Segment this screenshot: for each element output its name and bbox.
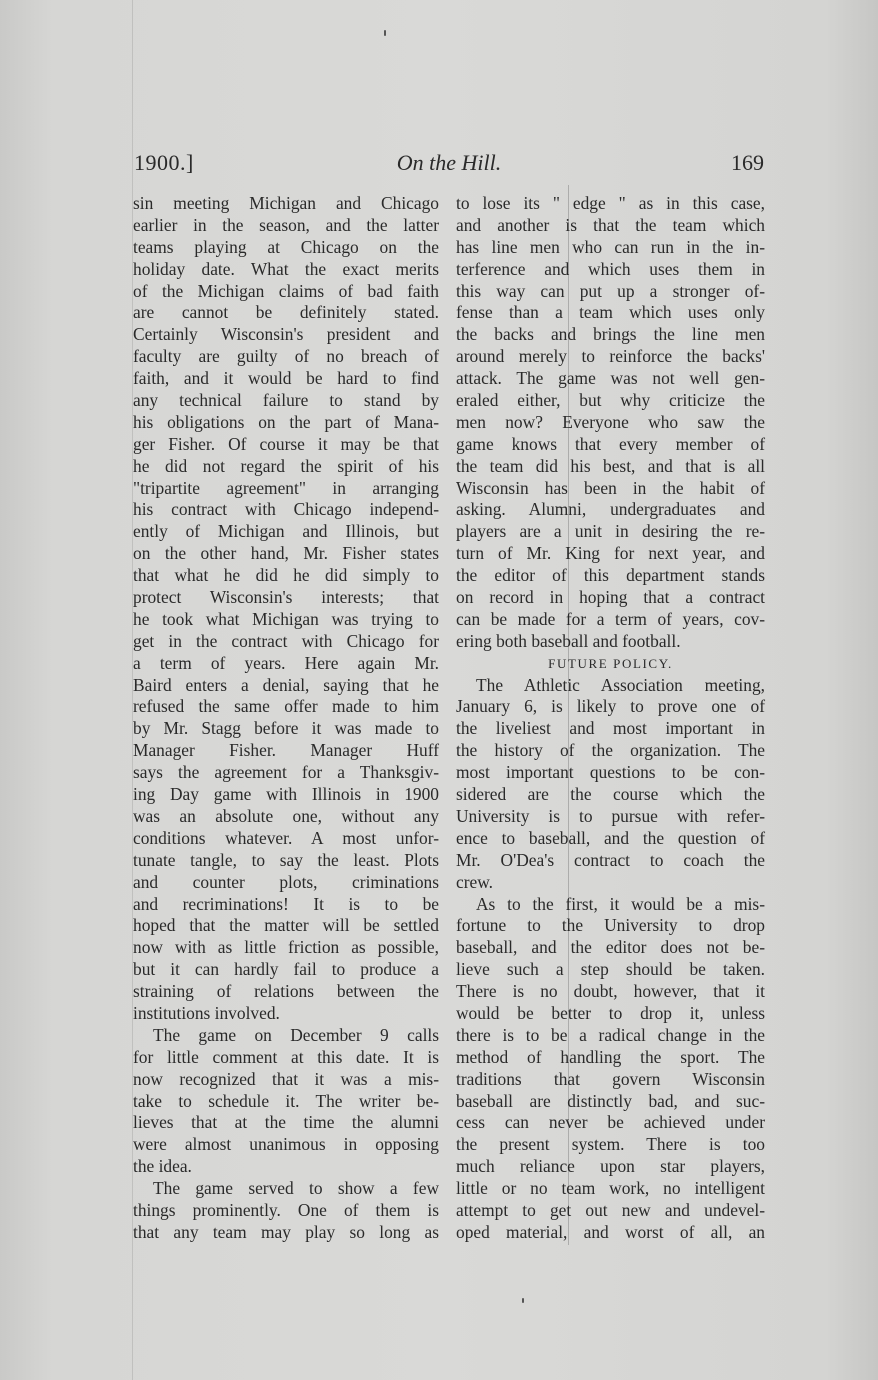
text-line: lieve such a step should be taken. — [456, 959, 765, 980]
text-line: fortune to the University to drop — [456, 915, 765, 936]
text-line: baseball, and the editor does not be- — [456, 937, 765, 958]
text-line: faculty are guilty of no breach of — [133, 346, 439, 367]
text-line: The Athletic Association meeting, — [476, 674, 765, 695]
text-line: little or no team work, no intelligent — [456, 1178, 765, 1199]
page-number: 169 — [731, 150, 764, 175]
text-line: players are a unit in desiring the re- — [456, 521, 765, 542]
text-line: As to the first, it would be a mis- — [476, 893, 765, 914]
text-line: the history of the organization. The — [456, 740, 765, 761]
text-line: the liveliest and most important in — [456, 718, 765, 739]
text-line: take to schedule it. The writer be- — [133, 1090, 439, 1111]
text-line: Wisconsin has been in the habit of — [456, 477, 765, 498]
text-line: Certainly Wisconsin's president and — [133, 324, 439, 345]
text-line: ering both baseball and football. — [456, 630, 681, 651]
text-line: to lose its " edge " as in this case, — [456, 193, 765, 213]
text-line: and another is that the team which — [456, 214, 765, 235]
text-line: institutions involved. — [133, 1002, 280, 1023]
section-heading: FUTURE POLICY. — [548, 655, 673, 671]
text-line: on the other hand, Mr. Fisher states — [133, 543, 439, 564]
text-line: and recriminations! It is to be — [133, 893, 439, 914]
text-line: the present system. There is too — [456, 1134, 765, 1155]
text-line: most important questions to be con- — [456, 762, 765, 783]
text-line: straining of relations between the — [133, 981, 439, 1002]
text-line: refused the same offer made to him — [133, 696, 439, 717]
text-line: University is to pursue with refer- — [456, 805, 765, 826]
text-line: The game on December 9 calls — [153, 1024, 439, 1045]
text-line: earlier in the season, and the latter — [133, 214, 439, 235]
text-line: tunate tangle, to say the least. Plots — [133, 849, 439, 870]
header-year: 1900.] — [134, 150, 194, 175]
text-line: attempt to get out new and undevel- — [456, 1199, 765, 1220]
text-line: teams playing at Chicago on the — [133, 236, 439, 257]
text-line: ing Day game with Illinois in 1900 — [133, 784, 439, 805]
text-line: January 6, is likely to prove one of — [456, 696, 765, 717]
text-line: says the agreement for a Thanksgiv- — [133, 762, 439, 783]
text-line: faith, and it would be hard to find — [133, 368, 439, 389]
text-line: terference and which uses them in — [456, 258, 765, 279]
text-line: crew. — [456, 871, 494, 892]
text-line: fense than a team which uses only — [456, 302, 765, 323]
text-line: things prominently. One of them is — [133, 1199, 439, 1220]
text-line: there is to be a radical change in the — [456, 1024, 765, 1045]
text-line: would be better to drop it, unless — [456, 1002, 765, 1023]
text-line: turn of Mr. King for next year, and — [456, 543, 765, 564]
text-line: now with as little friction as possible, — [133, 937, 439, 958]
text-line: traditions that govern Wisconsin — [456, 1068, 765, 1089]
text-line: his obligations on the part of Mana- — [133, 411, 439, 432]
text-line: any technical failure to stand by — [133, 390, 439, 411]
text-line: can be made for a term of years, cov- — [456, 608, 765, 629]
text-line: by Mr. Stagg before it was made to — [133, 718, 439, 739]
running-header — [134, 150, 764, 180]
text-line: sin meeting Michigan and Chicago — [133, 193, 439, 213]
text-line: cess can never be achieved under — [456, 1112, 765, 1133]
text-line: sidered are the course which the — [456, 784, 765, 805]
text-line: get in the contract with Chicago for — [133, 630, 439, 651]
text-line: eraled either, but why criticize the — [456, 390, 765, 411]
text-line: on record in hoping that a contract — [456, 587, 765, 608]
text-line: he took what Michigan was trying to — [133, 608, 439, 629]
text-line: Manager Fisher. Manager Huff — [133, 740, 439, 761]
text-line: for little comment at this date. It is — [133, 1046, 439, 1067]
text-line: ger Fisher. Of course it may be that — [133, 433, 439, 454]
text-line: much reliance upon star players, — [456, 1156, 765, 1177]
text-line: baseball are distinctly bad, and suc- — [456, 1090, 765, 1111]
text-line: and counter plots, criminations — [133, 871, 439, 892]
text-line: hoped that the matter will be settled — [133, 915, 439, 936]
text-line: was an absolute one, without any — [133, 805, 439, 826]
text-line: the editor of this department stands — [456, 565, 765, 586]
text-line: of the Michigan claims of bad faith — [133, 280, 439, 301]
text-line: asking. Alumni, undergraduates and — [456, 499, 765, 520]
header-title: On the Hill. — [396, 150, 502, 175]
text-line: lieves that at the time the alumni — [133, 1112, 439, 1133]
text-line: game knows that every member of — [456, 433, 765, 454]
text-line: a term of years. Here again Mr. — [133, 652, 439, 673]
text-line: ently of Michigan and Illinois, but — [133, 521, 439, 542]
text-line: now recognized that it was a mis- — [133, 1068, 439, 1089]
text-line: the backs and brings the line men — [456, 324, 765, 345]
text-line: he did not regard the spirit of his — [133, 455, 439, 476]
text-line: his contract with Chicago independ- — [133, 499, 439, 520]
text-line: that any team may play so long as — [133, 1221, 439, 1242]
text-line: the team did his best, and that is all — [456, 455, 765, 476]
text-line: Baird enters a denial, saying that he — [133, 674, 439, 695]
text-line: are cannot be definitely stated. — [133, 302, 439, 323]
text-line: Mr. O'Dea's contract to coach the — [456, 849, 765, 870]
text-line: oped material, and worst of all, an — [456, 1221, 765, 1242]
text-line: were almost unanimous in opposing — [133, 1134, 439, 1155]
left-column — [133, 193, 439, 1244]
text-line: "tripartite agreement" in arranging — [133, 477, 439, 498]
text-line: conditions whatever. A most unfor- — [133, 827, 439, 848]
text-line: men now? Everyone who saw the — [456, 411, 765, 432]
text-line: the idea. — [133, 1156, 192, 1177]
text-line: but it can hardly fail to produce a — [133, 959, 439, 980]
text-line: holiday date. What the exact merits — [133, 258, 439, 279]
text-line: ence to baseball, and the question of — [456, 827, 765, 848]
text-line: attack. The game was not well gen- — [456, 368, 765, 389]
text-line: method of handling the sport. The — [456, 1046, 765, 1067]
text-line: protect Wisconsin's interests; that — [133, 587, 439, 608]
text-line: that what he did he did simply to — [133, 565, 439, 586]
text-line: The game served to show a few — [153, 1178, 439, 1199]
print-speck — [522, 1298, 524, 1303]
text-line: There is no doubt, however, that it — [456, 981, 765, 1002]
text-line: has line men who can run in the in- — [456, 236, 765, 257]
text-line: around merely to reinforce the backs' — [456, 346, 765, 367]
right-column — [456, 193, 765, 1244]
print-speck — [384, 30, 386, 36]
text-line: this way can put up a stronger of- — [456, 280, 765, 301]
